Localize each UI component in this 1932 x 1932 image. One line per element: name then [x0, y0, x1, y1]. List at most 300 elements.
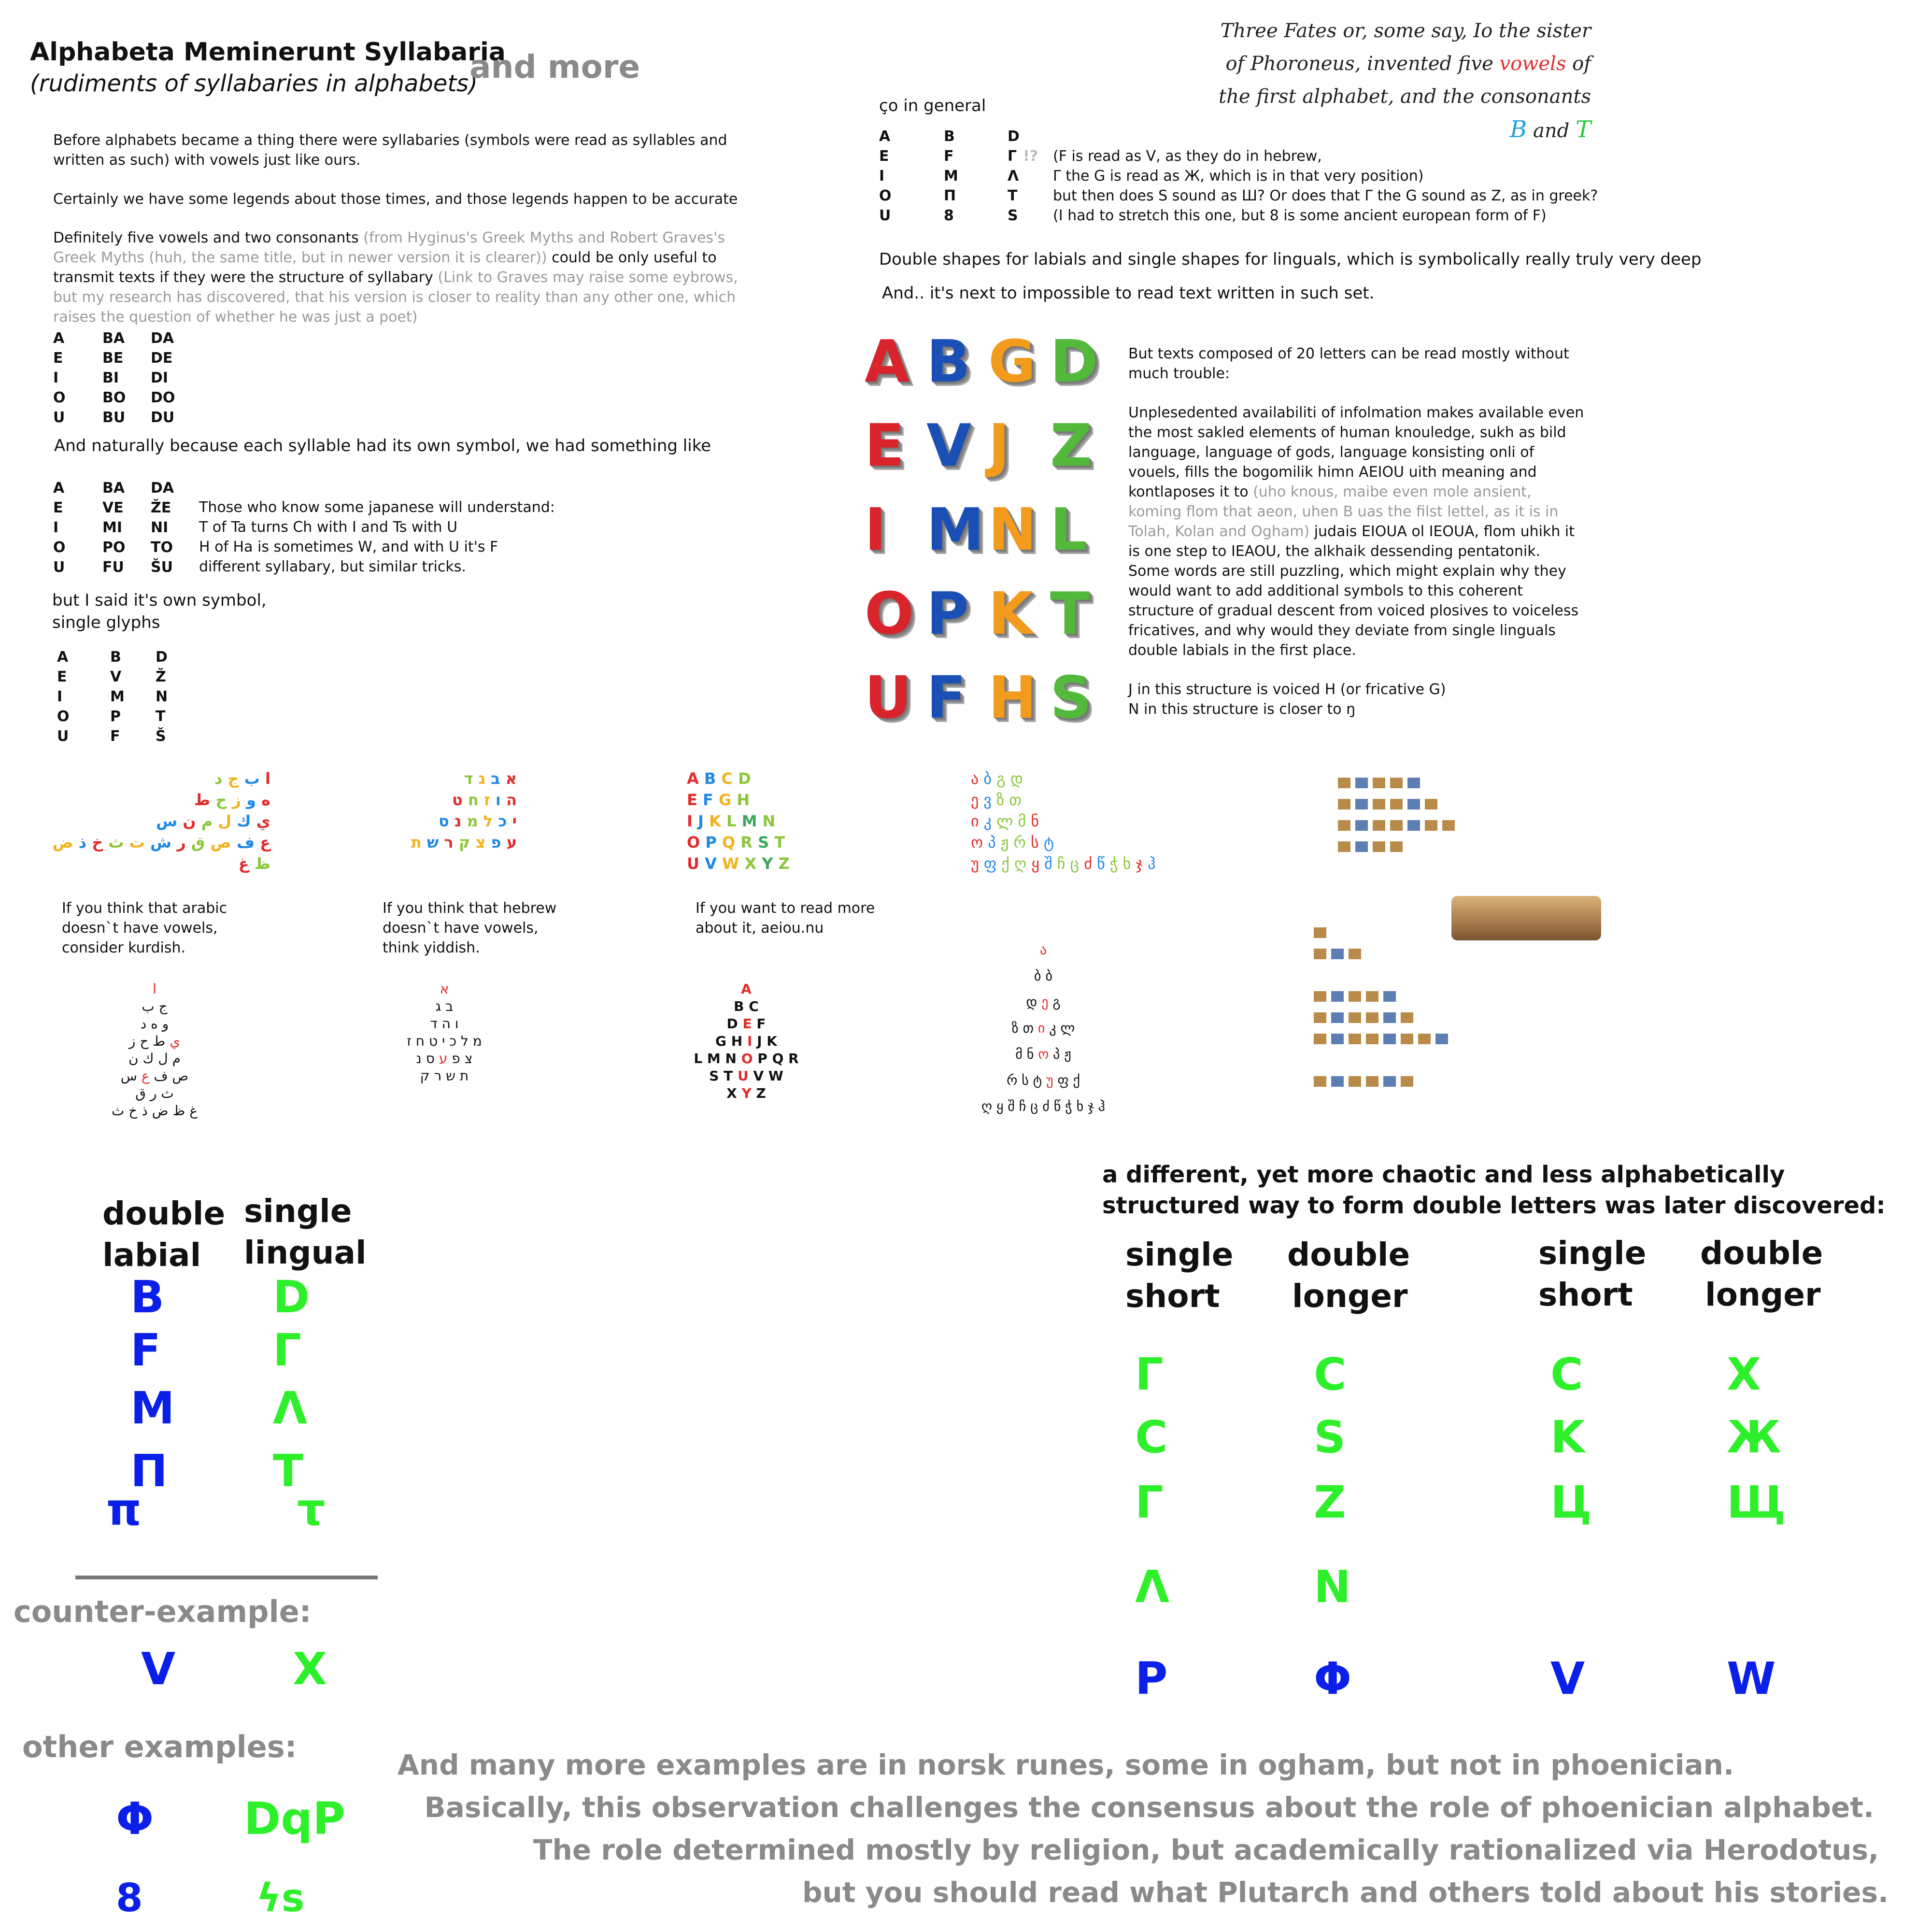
syllable-table-1 — [53, 328, 199, 427]
tablet-row — [1314, 927, 1604, 949]
pyramid-letter: წ — [1053, 1098, 1065, 1114]
table-cell: DI — [151, 369, 169, 386]
pyramid-letter: غ — [185, 1103, 198, 1119]
tablet-fragment — [1373, 841, 1385, 852]
pyramid-letter: Q — [772, 1051, 789, 1066]
table-cell: Ž — [156, 668, 166, 685]
pyramid-letter: ل — [154, 1051, 168, 1066]
alphabet-letter: ط — [194, 791, 211, 809]
alphabet-row — [971, 768, 1241, 789]
lingual-letter: T — [273, 1445, 303, 1497]
pyramid-letter: V — [753, 1068, 768, 1084]
table-cell: E — [57, 668, 67, 685]
comparison-letter: Γ — [1135, 1477, 1164, 1528]
tablet-fragment — [1425, 799, 1437, 810]
table-row — [53, 408, 199, 427]
letter-3d: E — [865, 412, 904, 480]
table-cell: DA — [151, 330, 174, 347]
pyramid-row — [676, 1015, 816, 1033]
pyramid-letter: ი — [1037, 1020, 1050, 1036]
pyramid-letter: C — [749, 998, 759, 1014]
intro-p2: Certainly we have some legends about those times, and those legends happen to be accurate — [53, 191, 738, 208]
other-lingual-1: DqP — [244, 1793, 345, 1845]
pyramid-row — [58, 998, 251, 1015]
table-cell: T — [156, 708, 166, 725]
pyramid-letter: O — [741, 1051, 758, 1066]
pyramid-letter: ט — [425, 1033, 438, 1049]
fates-quote — [1156, 14, 1591, 147]
pyramid-letter: N — [725, 1051, 741, 1066]
double-labial-header: double labial — [102, 1195, 226, 1274]
table-row — [879, 186, 1056, 206]
pyramid-row — [362, 1015, 526, 1033]
divider-line — [75, 1576, 378, 1579]
double-shapes-text: Double shapes for labials and single shapes for linguals, which is symbolically really truly very deep — [879, 250, 1702, 269]
pyramid-letter: რ — [1007, 1072, 1022, 1088]
comparison-letter: Щ — [1727, 1477, 1786, 1528]
table-row — [53, 388, 199, 408]
pyramid-row — [676, 1033, 816, 1050]
letter-3d: A — [865, 328, 909, 396]
alphabet-letter: შ — [1044, 854, 1057, 873]
alphabet-letter: დ — [1010, 769, 1023, 788]
letter-3d: N — [988, 497, 1037, 564]
comparison-letter: C — [1314, 1349, 1347, 1400]
pyramid-letter: ن — [128, 1051, 139, 1066]
table-cell: O — [53, 539, 66, 556]
tablet-fragment — [1355, 841, 1368, 852]
pyramid-letter: ת — [455, 1068, 469, 1084]
alphabet-letter: ვ — [983, 791, 996, 809]
tablet-fragment — [1383, 1076, 1396, 1087]
tablet-fragment — [1338, 820, 1350, 831]
table-row — [57, 726, 194, 746]
pyramid-letter: ث — [112, 1103, 125, 1119]
other-lingual-2: ϟs — [256, 1875, 305, 1920]
tablet-fragment — [1314, 949, 1326, 959]
alphabet-letter: غ — [238, 854, 249, 873]
pyramid-letter: ב — [441, 998, 454, 1014]
table-cell: 8 — [944, 207, 954, 224]
alphabet-letter: ლ — [996, 812, 1018, 830]
alphabet-letter: ש — [421, 833, 439, 852]
letter-3d: P — [926, 581, 969, 648]
alphabet-letter: J — [698, 812, 710, 830]
linear-tablet-fragments-bottom — [1314, 927, 1604, 1097]
pyramid-letter: G — [715, 1033, 731, 1049]
pyramid-letter: I — [747, 1033, 757, 1049]
pyramid-letter: ג — [435, 998, 441, 1014]
alphabet-letter: M — [741, 812, 763, 830]
pyramid-letter: ا — [153, 981, 156, 997]
pyramid-letter: ض — [147, 1103, 169, 1119]
other-examples-label: other examples: — [22, 1729, 297, 1764]
pyramid-letter: ז — [407, 1033, 412, 1049]
latin-alphabet — [687, 768, 832, 874]
alphabet-letter: T — [774, 833, 785, 852]
alphabet-letter: წ — [1097, 854, 1110, 873]
table-cell: D — [156, 649, 168, 666]
comparison-letter: K — [1550, 1411, 1585, 1463]
alphabet-letter: ი — [971, 812, 984, 830]
alphabet-letter: C — [721, 769, 739, 788]
pyramid-letter: პ — [1053, 1046, 1065, 1062]
pyramid-letter: م — [168, 1051, 181, 1066]
pyramid-letter: ტ — [1033, 1072, 1047, 1088]
table-row — [57, 687, 194, 707]
lingual-letter: Γ — [273, 1324, 301, 1376]
alphabet-letter: ب — [239, 769, 260, 788]
alphabet-letter: A — [687, 769, 704, 788]
tablet-fragment — [1373, 778, 1385, 788]
letter-3d: K — [988, 581, 1033, 648]
tablet-fragment — [1401, 1076, 1413, 1087]
alphabet-letter: ჩ — [1057, 854, 1070, 873]
table-cell: U — [57, 728, 69, 745]
pyramid-row — [58, 1067, 251, 1085]
letter-3d: V — [926, 412, 971, 480]
alphabet-letter: O — [687, 833, 706, 852]
comparison-letter: Ц — [1550, 1477, 1592, 1528]
table-cell: I — [53, 369, 59, 386]
pyramid-row — [58, 1033, 251, 1050]
alphabet-row — [687, 832, 832, 853]
alphabet-letter: ח — [462, 791, 479, 809]
alphabet-letter: ე — [971, 791, 984, 809]
pyramid-letter: ي — [165, 1033, 181, 1049]
alphabet-letter: م — [196, 812, 213, 830]
tablet-fragment — [1366, 1012, 1378, 1023]
alphabet-letter: გ — [996, 769, 1010, 788]
georgian-pyramid — [942, 937, 1145, 1120]
alphabet-letter: س — [156, 812, 178, 830]
table-cell: A — [53, 480, 65, 497]
comparison-letter: C — [1550, 1349, 1583, 1400]
tablet-fragment — [1442, 820, 1455, 831]
alphabet-row — [372, 768, 517, 789]
table-cell: DO — [151, 389, 175, 406]
pyramid-row — [362, 998, 526, 1015]
pyramid-letter: ל — [456, 1033, 469, 1049]
alphabet-letter: ظ — [249, 854, 270, 873]
alphabet-row — [39, 768, 270, 789]
table-cell: BE — [102, 350, 124, 367]
alphabet-letter: F — [703, 791, 719, 809]
alphabet-letter: Z — [778, 854, 790, 873]
single-short-header-2: single short — [1538, 1235, 1647, 1313]
intro-p3: Definitely five vowels and two consonants (from Hyginus's Greek Myths and Robert Graves's Greek Myths (huh, the same title, but in newer version it is clearer)) could be only useful to transmit texts if they were the structure of syllabary (Link to Graves may raise some eybrows, but my research has discovered, that his version is closer to reality than any other one, which raises the question of whether he was just a poet) — [53, 229, 738, 326]
letter-3d: T — [1050, 581, 1090, 648]
latin-pyramid — [676, 980, 816, 1102]
tablet-row — [1338, 820, 1608, 841]
tablet-fragment — [1338, 778, 1350, 788]
tablet-fragment — [1401, 1012, 1413, 1023]
pyramid-letter: გ — [1052, 994, 1061, 1010]
tablet-fragment — [1418, 1034, 1431, 1044]
tablet-fragment — [1314, 1012, 1326, 1023]
tablet-fragment — [1331, 1012, 1344, 1023]
pyramid-row — [942, 1094, 1145, 1120]
alphabet-letter: ا — [259, 769, 270, 788]
tablet-fragment — [1338, 841, 1350, 852]
tablet-fragment — [1355, 799, 1368, 810]
table-row — [57, 707, 194, 726]
table-cell: B — [110, 649, 121, 666]
pyramid-letter: ა — [1039, 942, 1047, 958]
letter-3d: G — [988, 328, 1036, 396]
pyramid-letter: ხ — [1076, 1098, 1088, 1114]
page-title: Alphabeta Meminerunt Syllabaria — [30, 38, 506, 67]
alphabet-row — [687, 789, 832, 810]
comparison-letter: Φ — [1314, 1653, 1352, 1705]
alphabet-letter: ד — [464, 769, 473, 788]
tablet-fragment — [1314, 1034, 1326, 1044]
letters-3d-row — [865, 328, 1116, 417]
tablet-fragment — [1401, 1034, 1413, 1044]
pyramid-letter: M — [707, 1051, 725, 1066]
alphabet-letter: ძ — [1084, 854, 1097, 873]
naturally-text: And naturally because each syllable had its own symbol, we had something like — [54, 436, 711, 455]
alphabet-letter: ტ — [1044, 833, 1054, 852]
letter-3d: Z — [1050, 412, 1093, 480]
pyramid-letter: ნ — [1026, 1046, 1038, 1062]
general-table — [879, 127, 1056, 226]
pyramid-letter: ღ — [981, 1098, 996, 1114]
alphabet-letter: პ — [988, 833, 1001, 852]
alphabet-letter: י — [507, 812, 517, 830]
table-cell: M — [944, 168, 958, 185]
counter-example-label: counter-example: — [14, 1594, 312, 1629]
table-cell: Γ — [1008, 148, 1017, 165]
impossible-text: And.. it's next to impossible to read text written in such set. — [882, 284, 1375, 303]
pyramid-row — [942, 937, 1145, 963]
alphabet-letter: ხ — [1122, 854, 1136, 873]
alphabet-letter: ح — [210, 791, 227, 809]
tablet-row — [1314, 1012, 1604, 1034]
intro-p1: Before alphabets became a thing there were syllabaries (symbols were read as syllables and written as such) with vowels just like ours. — [53, 132, 727, 169]
labial-letter: B — [130, 1271, 165, 1323]
pyramid-row — [676, 1050, 816, 1067]
labial-letter: Π — [130, 1445, 168, 1497]
alphabet-row — [39, 810, 270, 832]
table-cell: ŽE — [151, 499, 171, 516]
alphabet-letter: و — [241, 791, 256, 809]
arabic-pyramid — [58, 980, 251, 1120]
pyramid-letter: ف — [149, 1068, 168, 1084]
table-cell: BA — [102, 330, 125, 347]
table-cell: B — [944, 128, 955, 145]
pyramid-row — [58, 1102, 251, 1120]
pyramid-row — [942, 1067, 1145, 1094]
table-row — [53, 498, 199, 518]
table-row — [53, 557, 199, 577]
page-subtitle: (rudiments of syllabaries in alphabets) — [30, 70, 478, 97]
double-longer-header-2: double longer — [1700, 1235, 1823, 1313]
table-row — [57, 667, 194, 687]
pyramid-letter: ص — [168, 1068, 189, 1084]
comparison-letter: V — [1550, 1653, 1585, 1705]
table-cell: P — [110, 708, 121, 725]
alphabet-letter: ל — [478, 812, 493, 830]
general-notes: (F is read as V, as they do in hebrew, Γ the G is read as Ж, which is in that very position) but then does S sound as Ш? Or does that Γ the G sound as Z, as in greek? (I had to stretch this one, but 8 is some ancient european form of F) — [1053, 148, 1598, 224]
table-cell: E — [879, 148, 889, 165]
table-cell: MI — [102, 519, 123, 536]
pyramid-letter: ქ — [1073, 1072, 1080, 1088]
table-cell: DU — [151, 409, 175, 426]
alphabet-letter: უ — [971, 854, 984, 873]
table-cell: V — [110, 668, 122, 685]
table-row — [53, 478, 199, 498]
pyramid-letter: ظ — [168, 1103, 185, 1119]
counter-labial: V — [141, 1643, 176, 1695]
tablet-fragment — [1373, 820, 1385, 831]
alphabet-letter: ג — [473, 769, 485, 788]
alphabet-letter: X — [744, 854, 762, 873]
pyramid-letter: و — [157, 1016, 169, 1032]
table-cell: BO — [102, 389, 126, 406]
pyramid-letter: ط — [148, 1033, 166, 1049]
tablet-row — [1314, 949, 1604, 970]
alphabet-letter: ع — [255, 833, 270, 852]
tablet-row — [1314, 1076, 1604, 1097]
alphabet-letter: კ — [983, 812, 997, 830]
letters-3d-row — [865, 412, 1116, 501]
alphabet-letter: ז — [478, 791, 490, 809]
co-general-label: ço in general — [879, 96, 986, 115]
tablet-fragment — [1390, 841, 1403, 852]
alphabet-letter: ת — [411, 833, 422, 852]
syllable-table-2 — [53, 478, 199, 577]
table-cell: O — [57, 708, 70, 725]
pyramid-letter: ب — [142, 998, 155, 1014]
pyramid-row — [362, 1067, 526, 1085]
pyramid-letter: מ — [468, 1033, 482, 1049]
pyramid-letter: ج — [154, 998, 168, 1014]
tablet-row — [1338, 841, 1608, 863]
alphabet-letter: נ — [449, 812, 462, 830]
alphabet-letter: ذ — [73, 833, 87, 852]
pyramid-letter: ק — [420, 1068, 430, 1084]
table-cell: NI — [151, 519, 169, 536]
pyramid-letter: ძ — [1042, 1098, 1054, 1114]
alphabet-letter: U — [687, 854, 705, 873]
alphabet-letter: ჯ — [1136, 854, 1148, 873]
comparison-letter: X — [1727, 1349, 1761, 1400]
tablet-fragment — [1314, 991, 1326, 1002]
alphabet-letter: ك — [231, 812, 251, 830]
fates-line-3: the first alphabet, and the consonants — [1219, 85, 1591, 108]
tablet-fragment — [1366, 1076, 1378, 1087]
alphabet-letter: ღ — [1014, 854, 1032, 873]
table-cell: A — [57, 649, 69, 666]
comparison-letter: Ж — [1727, 1411, 1781, 1463]
alphabet-row — [372, 832, 517, 853]
pyramid-row — [58, 1015, 251, 1033]
table-cell: A — [879, 128, 891, 145]
question-mark: !? — [1023, 148, 1038, 165]
alphabet-row — [372, 789, 517, 810]
single-short-header-1: single short — [1125, 1236, 1234, 1315]
single-lingual-header: single lingual — [244, 1193, 367, 1271]
tablet-row — [1314, 970, 1604, 991]
pyramid-letter: ה — [437, 1016, 451, 1032]
pyramid-letter: ე — [1041, 994, 1053, 1010]
hebrew-note: If you think that hebrew doesn`t have vowels, think yiddish. — [383, 900, 557, 956]
comparison-letter: Γ — [1135, 1349, 1164, 1400]
alphabet-letter: P — [705, 833, 722, 852]
alphabet-letter: W — [722, 854, 745, 873]
pyramid-letter: ر — [146, 1085, 157, 1101]
pyramid-letter: ق — [135, 1085, 146, 1101]
alphabet-letter: V — [705, 854, 723, 873]
alphabet-row — [687, 810, 832, 832]
pyramid-row — [58, 980, 251, 998]
bottom-conclusion: And many more examples are in norsk runes, some in ogham, but not in phoenician. Basically, this observation challenges the consensus about the role of phoenician alphabet. The role determined mostly by religion, but academically rationalized via Herodotus, but you should read what Plutarch and others told about his stories. — [397, 1748, 1889, 1909]
table-row — [53, 538, 199, 557]
pyramid-row — [362, 1050, 526, 1067]
table-cell: DE — [151, 350, 173, 367]
tablet-fragment — [1349, 1012, 1361, 1023]
pyramid-letter: შ — [1008, 1098, 1019, 1114]
pyramid-letter: ע — [434, 1051, 448, 1066]
comparison-letter: P — [1135, 1653, 1168, 1705]
pyramid-row — [942, 963, 1145, 989]
pyramid-letter: S — [709, 1068, 724, 1084]
pyramid-row — [58, 1050, 251, 1067]
alphabet-letter: ჭ — [1109, 854, 1123, 873]
pyramid-letter: B — [734, 998, 749, 1014]
pyramid-letter: ו — [450, 1016, 459, 1032]
pyramid-row — [942, 989, 1145, 1015]
comparison-letter: W — [1727, 1653, 1776, 1705]
and-more-label: and more — [469, 48, 640, 85]
pyramid-letter: კ — [1049, 1020, 1061, 1036]
pyramid-letter: Y — [741, 1085, 756, 1101]
comparison-letter: N — [1314, 1561, 1351, 1613]
pyramid-letter: Z — [756, 1085, 766, 1101]
alphabet-row — [39, 832, 270, 874]
alphabet-letter: ش — [144, 833, 172, 852]
alphabet-letter: א — [500, 769, 517, 788]
table-cell: F — [944, 148, 954, 165]
tablet-fragment — [1349, 1076, 1361, 1087]
table-cell: A — [53, 330, 65, 347]
tablet-fragment — [1331, 991, 1344, 1002]
comparison-letter: C — [1135, 1411, 1168, 1463]
alphabet-letter: ס — [438, 812, 449, 830]
tablet-fragment — [1390, 778, 1403, 788]
alphabet-letter: G — [719, 791, 737, 809]
tablet-fragment — [1349, 991, 1361, 1002]
table-cell: E — [53, 499, 63, 516]
alphabet-letter: ق — [185, 833, 205, 852]
table-cell: BI — [102, 369, 119, 386]
alphabet-letter: ר — [439, 833, 454, 852]
pyramid-letter: כ — [445, 1033, 457, 1049]
alphabet-letter: ც — [1070, 854, 1084, 873]
pyramid-row — [58, 1085, 251, 1102]
twenty-letters-text: But texts composed of 20 letters can be read mostly without much trouble: Unplesedented availabiliti of infolmation makes available even the most sakled elements of human knouledge, sukh as bild language, language of gods, language konsisting onli of vouels, fills the bogomilik himn AEIOU uith meaning and kontlaposes it to (uho knous, maibe even mole ansient, koming flom that aeon, uhen B uas the filst lettel, as it is in Tolah, Kolan and Ogham) judais EIOUA ol IEOUA, flom uhikh it is one step to IEAOU, the alkhaik dessending pentatonik. Some words are still puzzling, which might explain why they would want to add additional symbols to this coherent structure of gradual descent from voiced plosives to voiceless fricatives, and why would they deviate from single linguals double labials in the first place. J in this structure is voiced H (or fricative G) N in this structure is closer to ŋ — [1128, 345, 1584, 718]
tablet-fragment — [1425, 820, 1437, 831]
pyramid-letter: ჩ — [1019, 1098, 1031, 1114]
tablet-fragment — [1314, 1076, 1326, 1087]
pyramid-letter: ჟ — [1064, 1046, 1071, 1062]
pyramid-letter: צ — [460, 1051, 473, 1066]
labial-letter: π — [106, 1484, 142, 1535]
pyramid-letter: D — [726, 1016, 743, 1032]
lingual-letter: D — [273, 1271, 310, 1323]
tablet-fragment — [1331, 1034, 1344, 1044]
